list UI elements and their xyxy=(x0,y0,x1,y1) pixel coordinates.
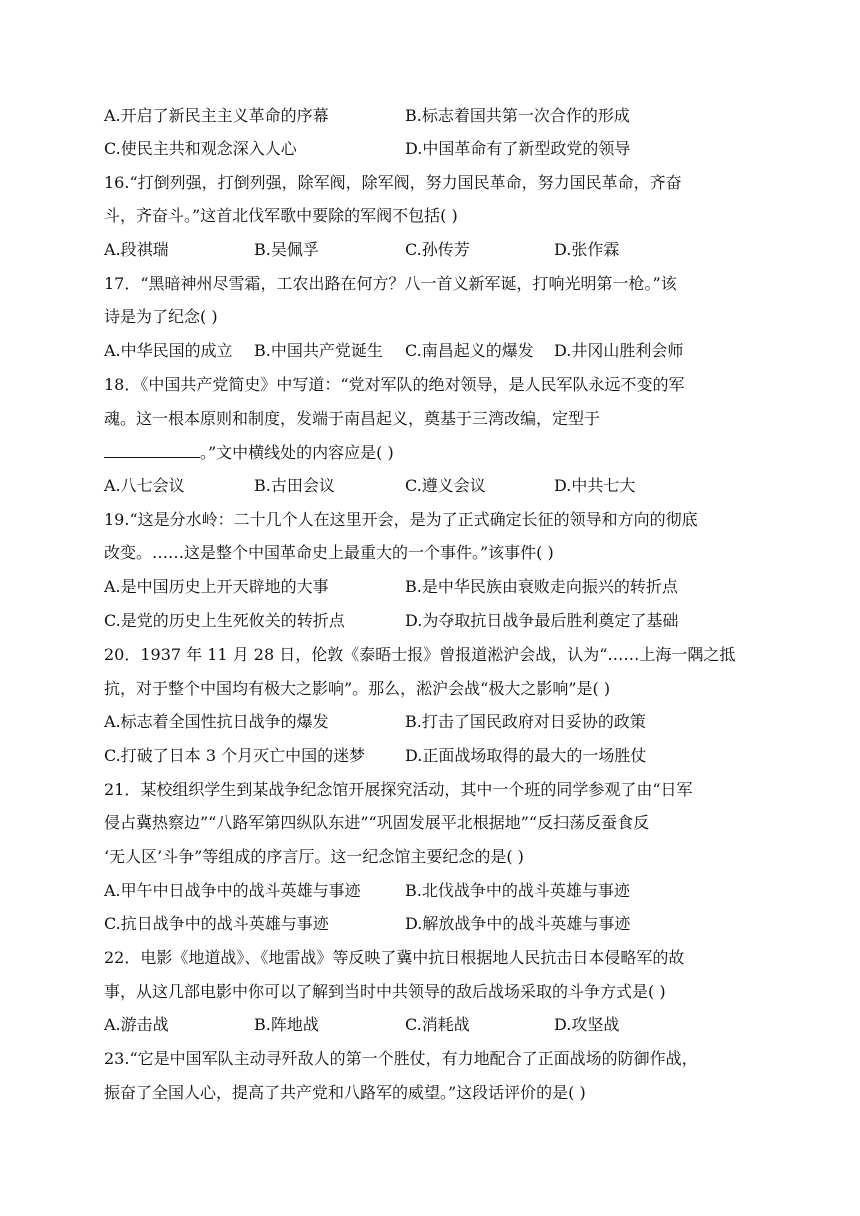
q22-stem-line2: 事，从这几部电影中你可以了解到当时中共领导的敌后战场采取的斗争方式是( ) xyxy=(104,982,666,1001)
fill-in-blank-line xyxy=(104,441,200,458)
q18-stem-line3-text: 。”文中横线处的内容应是( ) xyxy=(200,443,394,462)
q17-option-b: B.中国共产党诞生 xyxy=(254,341,383,360)
q20-option-a: A.标志着全国性抗日战争的爆发 xyxy=(104,712,329,731)
q18-option-c: C.遵义会议 xyxy=(405,476,486,495)
q15-option-c: C.使民主共和观念深入人心 xyxy=(104,139,297,158)
q20-stem-line2: 抗，对于整个中国均有极大之影响”。那么，淞沪会战“极大之影响”是( ) xyxy=(104,679,611,698)
q21-option-a: A.甲午中日战争中的战斗英雄与事迹 xyxy=(104,881,361,900)
q23-stem-line1: 23.“它是中国军队主动寻歼敌人的第一个胜仗，有力地配合了正面战场的防御作战， xyxy=(104,1049,698,1068)
q22-option-b: B.阵地战 xyxy=(254,1015,319,1034)
q20-option-c: C.打破了日本 3 个月灭亡中国的迷梦 xyxy=(104,746,366,765)
q19-option-c: C.是党的历史上生死攸关的转折点 xyxy=(104,611,345,630)
q18-stem-line2: 魂。这一根本原则和制度，发端于南昌起义，奠基于三湾改编，定型于 xyxy=(104,409,601,428)
q17-stem-line1: 17．“黑暗神州尽雪霜，工农出路在何方？八一首义新军诞，打响光明第一枪。”该 xyxy=(104,274,677,293)
q22-option-c: C.消耗战 xyxy=(405,1015,470,1034)
q18-option-a: A.八七会议 xyxy=(104,476,185,495)
q21-stem-line3: ‘无人区’斗争”等组成的序言厅。这一纪念馆主要纪念的是( ) xyxy=(104,847,524,866)
q20-option-d: D.正面战场取得的最大的一场胜仗 xyxy=(405,746,647,765)
q18-option-b: B.古田会议 xyxy=(254,476,335,495)
q19-stem-line1: 19.“这是分水岭：二十几个人在这里开会，是为了正式确定长征的领导和方向的彻底 xyxy=(104,510,698,529)
q15-option-b: B.标志着国共第一次合作的形成 xyxy=(405,106,630,125)
q15-option-d: D.中国革命有了新型政党的领导 xyxy=(405,139,631,158)
q15-option-a: A.开启了新民主主义革命的序幕 xyxy=(104,106,329,125)
q16-option-d: D.张作霖 xyxy=(554,240,620,259)
q18-stem-line1: 18．《中国共产党简史》中写道：“党对军队的绝对领导，是人民军队永远不变的军 xyxy=(104,375,685,394)
q18-stem-line3 xyxy=(104,441,760,464)
q21-option-c: C.抗日战争中的战斗英雄与事迹 xyxy=(104,914,329,933)
q17-option-d: D.井冈山胜利会师 xyxy=(554,341,684,360)
q22-option-d: D.攻坚战 xyxy=(554,1015,620,1034)
q16-option-a: A.段祺瑞 xyxy=(104,240,169,259)
q19-stem-line2: 改变。……这是整个中国革命史上最重大的一个事件。”该事件( ) xyxy=(104,543,554,562)
q17-option-c: C.南昌起义的爆发 xyxy=(405,341,534,360)
q17-option-a: A.中华民国的成立 xyxy=(104,341,233,360)
q22-option-a: A.游击战 xyxy=(104,1015,169,1034)
q20-stem-line1: 20．1937 年 11 月 28 日，伦敦《泰晤士报》曾报道淞沪会战，认为“……上海一隅之抵 xyxy=(104,645,736,664)
q21-stem-line2: 侵占冀热察边”“八路军第四纵队东进”“巩固发展平北根据地”“反扫荡反蚕食反 xyxy=(104,813,650,832)
q22-stem-line1: 22．电影《地道战》、《地雷战》等反映了冀中抗日根据地人民抗击日本侵略军的故 xyxy=(104,948,685,967)
q20-option-b: B.打击了国民政府对日妥协的政策 xyxy=(405,712,646,731)
q19-option-a: A.是中国历史上开天辟地的大事 xyxy=(104,577,329,596)
q16-option-b: B.吴佩孚 xyxy=(254,240,319,259)
q19-option-b: B.是中华民族由衰败走向振兴的转折点 xyxy=(405,577,678,596)
q16-stem-line1: 16.“打倒列强，打倒列强，除军阀，除军阀，努力国民革命，努力国民革命，齐奋 xyxy=(104,173,682,192)
q19-option-d: D.为夺取抗日战争最后胜利奠定了基础 xyxy=(405,611,679,630)
q16-stem-line2: 斗，齐奋斗。”这首北伐军歌中要除的军阀不包括( ) xyxy=(104,206,458,225)
q21-stem-line1: 21．某校组织学生到某战争纪念馆开展探究活动，其中一个班的同学参观了由“日军 xyxy=(104,780,693,799)
q21-option-b: B.北伐战争中的战斗英雄与事迹 xyxy=(405,881,630,900)
q18-option-d: D.中共七大 xyxy=(554,476,636,495)
q21-option-d: D.解放战争中的战斗英雄与事迹 xyxy=(405,914,631,933)
q17-stem-line2: 诗是为了纪念( ) xyxy=(104,307,218,326)
q23-stem-line2: 振奋了全国人心，提高了共产党和八路军的威望。”这段话评价的是( ) xyxy=(104,1083,586,1102)
q16-option-c: C.孙传芳 xyxy=(405,240,470,259)
